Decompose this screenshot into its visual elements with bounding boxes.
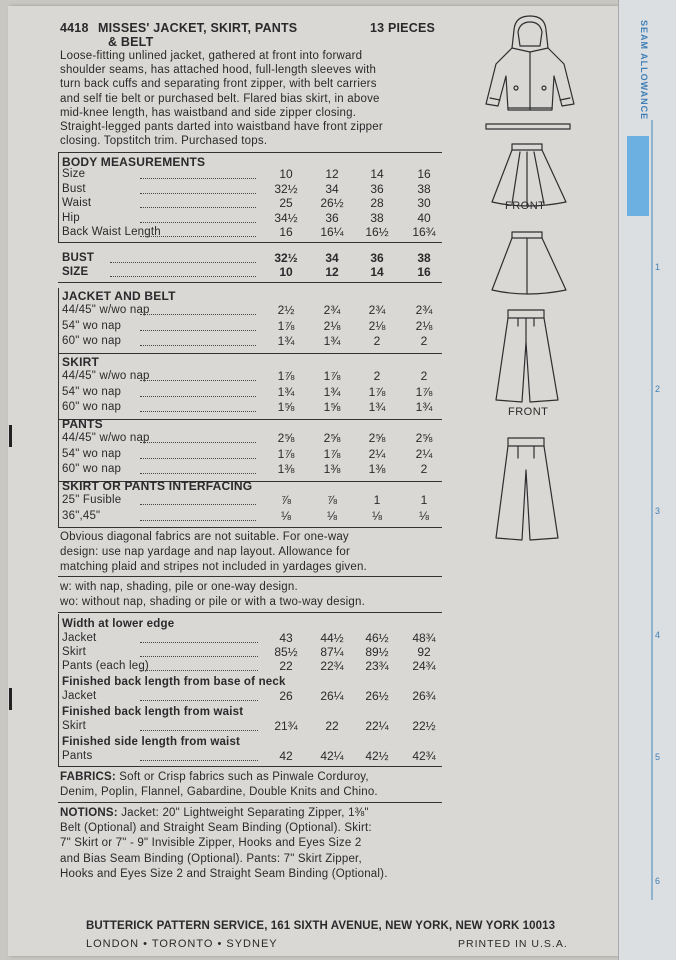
row-label: Size (62, 168, 86, 180)
dot-leader (140, 193, 256, 194)
size-value: 1 (420, 493, 428, 507)
size-value: 25 (279, 196, 293, 211)
dot-leader (140, 520, 256, 521)
size-value: 2¾ (415, 303, 433, 317)
size-value: 24¾ (412, 659, 436, 673)
description-line: Straight-legged pants darted into waistband have front zipper (60, 121, 383, 134)
size-value: 26¼ (320, 689, 344, 703)
size-value: 2½ (277, 303, 295, 317)
size-value: 22 (279, 659, 293, 673)
size-value: 21¾ (274, 719, 298, 733)
size-value: 36 (370, 181, 384, 196)
size-value: 12 (325, 167, 339, 181)
size-value: 12 (325, 265, 339, 279)
size-value: 14 (370, 265, 384, 279)
finished-section-title: Finished back length from base of neck (62, 676, 286, 688)
size-value: 2⅛ (368, 318, 386, 333)
yardage-section-title: PANTS (62, 417, 103, 431)
size-value: 16 (279, 225, 293, 240)
printed-in-label: PRINTED IN U.S.A. (458, 938, 568, 950)
row-label: Jacket (62, 690, 97, 702)
plastic-sleeve (618, 0, 676, 960)
size-value: 34½ (274, 210, 298, 225)
row-label: 54" wo nap (62, 385, 122, 398)
nap-definitions (60, 580, 365, 610)
table-rule (58, 612, 442, 613)
diagonal-fabric-note (60, 530, 367, 575)
size-value: 42¾ (412, 749, 436, 763)
size-value: 16¾ (412, 225, 436, 240)
body-measurements-title: BODY MEASUREMENTS (62, 155, 206, 169)
size-value: 10 (279, 167, 293, 181)
ruler-blue-band (627, 136, 649, 216)
binder-hole-mark (9, 688, 12, 710)
table-rule (58, 614, 59, 766)
notions-line: Belt (Optional) and Straight Seam Binding (Optional). Skirt: (60, 822, 372, 835)
size-value: 2¾ (368, 303, 386, 317)
table-rule (58, 766, 442, 767)
size-value: ⅞ (280, 493, 291, 507)
row-label: Pants (62, 750, 93, 762)
size-value: ⅞ (326, 493, 337, 507)
size-value: 1⅞ (323, 446, 341, 461)
dot-leader (140, 504, 256, 505)
table-rule (58, 152, 442, 153)
size-value: 46½ (365, 631, 389, 645)
yardage-section-title: JACKET AND BELT (62, 289, 176, 303)
size-value: 38 (417, 251, 431, 265)
size-value: 10 (279, 265, 293, 279)
belt-sketch (486, 124, 570, 129)
size-value: 2 (420, 369, 428, 383)
size-value: 1¾ (277, 334, 295, 348)
size-value: 89½ (365, 645, 389, 659)
dot-leader (140, 442, 256, 443)
size-value: 48¾ (412, 631, 436, 645)
description (60, 49, 383, 148)
publisher-address: BUTTERICK PATTERN SERVICE, 161 SIXTH AVENUE, NEW YORK, NEW YORK 10013 (86, 920, 556, 932)
pants-front-sketch (496, 310, 558, 402)
publisher-cities: LONDON • TORONTO • SYDNEY (86, 938, 278, 950)
note-line: matching plaid and stripes not included in yardages given. (60, 561, 367, 573)
size-value: 16 (417, 265, 431, 279)
dot-leader (140, 207, 256, 208)
size-value: 1⅞ (277, 318, 295, 333)
size-value: 36 (325, 210, 339, 225)
row-label: 44/45" w/wo nap (62, 370, 150, 382)
size-value: 36 (370, 251, 384, 265)
row-label: Skirt (62, 720, 86, 732)
size-value: 14 (370, 167, 384, 181)
row-label: Pants (each leg) (62, 660, 149, 672)
row-label: 60" wo nap (62, 401, 122, 413)
size-value: 2¼ (415, 446, 433, 461)
size-value: 1⅝ (277, 400, 295, 414)
pattern-title: MISSES' JACKET, SKIRT, PANTS (98, 21, 298, 35)
dot-leader (140, 345, 256, 346)
pattern-number: 4418 (60, 21, 89, 35)
size-value: 1⅞ (415, 384, 433, 399)
size-value: 2⅝ (415, 431, 433, 445)
size-value: 2 (420, 334, 428, 348)
ruler-tick-2: 2 (655, 384, 661, 394)
garment-sketches (468, 12, 588, 552)
dot-leader (140, 222, 256, 223)
size-value: ⅛ (418, 508, 429, 523)
skirt-back-sketch (492, 232, 566, 294)
pieces-count: 13 PIECES (370, 21, 436, 35)
size-value: 16¼ (320, 225, 344, 240)
ruler-line (651, 120, 653, 900)
finished-section-title: Width at lower edge (62, 618, 175, 630)
fabrics-section (60, 770, 378, 800)
ruler-tick-3: 3 (655, 506, 661, 516)
binder-hole-mark (9, 425, 12, 447)
size-value: ⅛ (326, 508, 337, 523)
size-value: 1¾ (323, 334, 341, 348)
row-label: Back Waist Length (62, 226, 161, 239)
row-label: Bust (62, 182, 86, 195)
notions-line: 7" Skirt or 7" - 9" Invisible Zipper, Hooks and Eyes Size 2 (60, 837, 362, 850)
row-label: Waist (62, 197, 92, 210)
skirt-front-label: FRONT (505, 200, 546, 212)
size-value: 26 (279, 689, 293, 703)
dot-leader (140, 656, 258, 657)
row-label: SIZE (62, 266, 89, 278)
size-value: 26½ (365, 689, 389, 703)
size-value: ⅛ (280, 508, 291, 523)
size-value: 42½ (365, 749, 389, 763)
nap-definition-without: wo: without nap, shading or pile or with a two-way design. (60, 596, 366, 608)
table-rule (58, 419, 442, 420)
row-label: Jacket (62, 632, 97, 644)
description-line: turn back cuffs and separating front zipper, with belt carriers (60, 78, 377, 91)
size-value: 1⅜ (277, 462, 295, 476)
size-value: 32½ (274, 251, 298, 265)
size-value: 22½ (412, 719, 436, 733)
size-value: ⅛ (371, 508, 382, 523)
description-line: mid-knee length, has waistband and side zipper closing. (60, 106, 357, 119)
size-value: 1 (373, 493, 381, 507)
size-value: 32½ (274, 181, 298, 196)
size-value: 40 (417, 210, 431, 225)
description-line: Loose-fitting unlined jacket, gathered at front into forward (60, 50, 363, 62)
size-value: 1⅞ (323, 369, 341, 383)
table-rule (58, 576, 442, 577)
table-rule (58, 288, 59, 528)
size-value: 2⅝ (323, 431, 341, 445)
dot-leader (110, 276, 256, 277)
dot-leader (140, 380, 256, 381)
size-value: 2¾ (323, 303, 341, 317)
fabrics-line: Denim, Poplin, Flannel, Gabardine, Double Knits and Chino. (60, 786, 378, 798)
nap-definition-with: w: with nap, shading, pile or one-way design. (60, 581, 298, 593)
table-rule (58, 152, 59, 242)
size-value: 38 (417, 181, 431, 196)
row-label: 54" wo nap (62, 319, 122, 332)
table-rule (58, 282, 442, 283)
size-value: 1⅞ (277, 446, 295, 461)
row-label: 44/45" w/wo nap (62, 304, 150, 316)
row-label: 44/45" w/wo nap (62, 432, 150, 444)
dot-leader (110, 262, 256, 263)
size-value: 38 (370, 210, 384, 225)
seam-allowance-ruler-label: SEAM ALLOWANCE (639, 20, 649, 121)
dot-leader (140, 236, 256, 237)
dot-leader (140, 473, 256, 474)
size-value: 1¾ (277, 384, 295, 399)
size-value: 87¼ (320, 645, 344, 659)
notions-line: Jacket: 20" Lightweight Separating Zipper, 1⅜" (117, 807, 369, 819)
fabrics-line: Soft or Crisp fabrics such as Pinwale Corduroy, (115, 771, 369, 783)
dot-leader (140, 411, 256, 412)
size-value: 1⅜ (323, 462, 341, 476)
row-label: BUST (62, 252, 95, 264)
description-line: closing. Topstitch trim. Purchased tops. (60, 135, 268, 148)
size-value: 2 (373, 369, 381, 383)
notions-line: Hooks and Eyes Size 2 and Straight Seam Binding (Optional). (60, 867, 388, 880)
size-value: 1¾ (323, 384, 341, 399)
row-label: 60" wo nap (62, 463, 122, 475)
size-value: 42 (279, 749, 293, 763)
ruler-tick-5: 5 (655, 752, 661, 762)
size-value: 42¼ (320, 749, 344, 763)
dot-leader (140, 700, 258, 701)
dot-leader (140, 330, 256, 331)
dot-leader (140, 642, 258, 643)
size-value: 2 (373, 334, 381, 348)
row-label: 54" wo nap (62, 447, 122, 460)
ruler-tick-4: 4 (655, 630, 661, 640)
size-value: 1⅜ (368, 462, 386, 476)
size-value: 1¾ (415, 400, 433, 414)
size-value: 2⅛ (415, 318, 433, 333)
description-line: and self tie belt or purchased belt. Flared bias skirt, in above (60, 92, 380, 105)
row-label: Skirt (62, 646, 86, 658)
size-value: 43 (279, 631, 293, 645)
size-value: 34 (325, 181, 339, 196)
notions-section (60, 806, 388, 882)
size-value: 92 (417, 645, 431, 659)
size-value: 28 (370, 196, 384, 211)
size-value: 34 (325, 251, 339, 265)
jacket-sketch (486, 16, 574, 110)
pattern-title-line2: & BELT (108, 35, 154, 49)
dot-leader (140, 396, 256, 397)
size-value: 22 (325, 719, 339, 733)
row-label: 60" wo nap (62, 335, 122, 347)
size-value: 85½ (274, 645, 298, 659)
notions-label: NOTIONS: (60, 807, 118, 819)
size-value: 16 (417, 167, 431, 181)
size-value: 2⅛ (323, 318, 341, 333)
table-rule (58, 353, 442, 354)
size-value: 2¼ (368, 446, 386, 461)
size-value: 2 (420, 462, 428, 476)
note-line: Obvious diagonal fabrics are not suitable. For one-way (60, 531, 349, 543)
table-rule (58, 802, 442, 803)
yardage-section-title: SKIRT (62, 355, 99, 369)
description-line: shoulder seams, has attached hood, full-length sleeves with (60, 64, 377, 77)
dot-leader (140, 314, 256, 315)
size-value: 2⅝ (277, 431, 295, 445)
pants-front-label: FRONT (508, 406, 549, 418)
dot-leader (140, 760, 258, 761)
dot-leader (140, 730, 258, 731)
finished-section-title: Finished back length from waist (62, 706, 244, 718)
table-rule (58, 527, 442, 528)
skirt-front-sketch (492, 144, 566, 206)
size-value: 23¾ (365, 659, 389, 673)
dot-leader (140, 458, 256, 459)
size-value: 1⅞ (277, 369, 295, 383)
dot-leader (140, 670, 258, 671)
size-value: 1⅞ (368, 384, 386, 399)
row-label: 36",45" (62, 509, 101, 522)
size-value: 26½ (320, 196, 344, 211)
size-value: 22¾ (320, 659, 344, 673)
yardage-section-title: SKIRT OR PANTS INTERFACING (62, 479, 253, 493)
note-line: design: use nap yardage and nap layout. Allowance for (60, 546, 350, 558)
row-label: 25" Fusible (62, 494, 122, 506)
ruler-tick-6: 6 (655, 876, 661, 886)
notions-line: and Bias Seam Binding (Optional). Pants: 7" Skirt Zipper, (60, 852, 362, 865)
size-value: 26¾ (412, 689, 436, 703)
size-value: 1⅝ (323, 400, 341, 414)
size-value: 30 (417, 196, 431, 211)
fabrics-label: FABRICS: (60, 771, 116, 783)
ruler-tick-1: 1 (655, 262, 661, 272)
finished-section-title: Finished side length from waist (62, 736, 241, 748)
row-label: Hip (62, 211, 80, 224)
dot-leader (140, 178, 256, 179)
size-value: 44½ (320, 631, 344, 645)
size-value: 1¾ (368, 400, 386, 414)
size-value: 22¼ (365, 719, 389, 733)
size-value: 16½ (365, 225, 389, 240)
table-rule (58, 242, 442, 243)
size-value: 2⅝ (368, 431, 386, 445)
pants-back-sketch (496, 438, 558, 540)
